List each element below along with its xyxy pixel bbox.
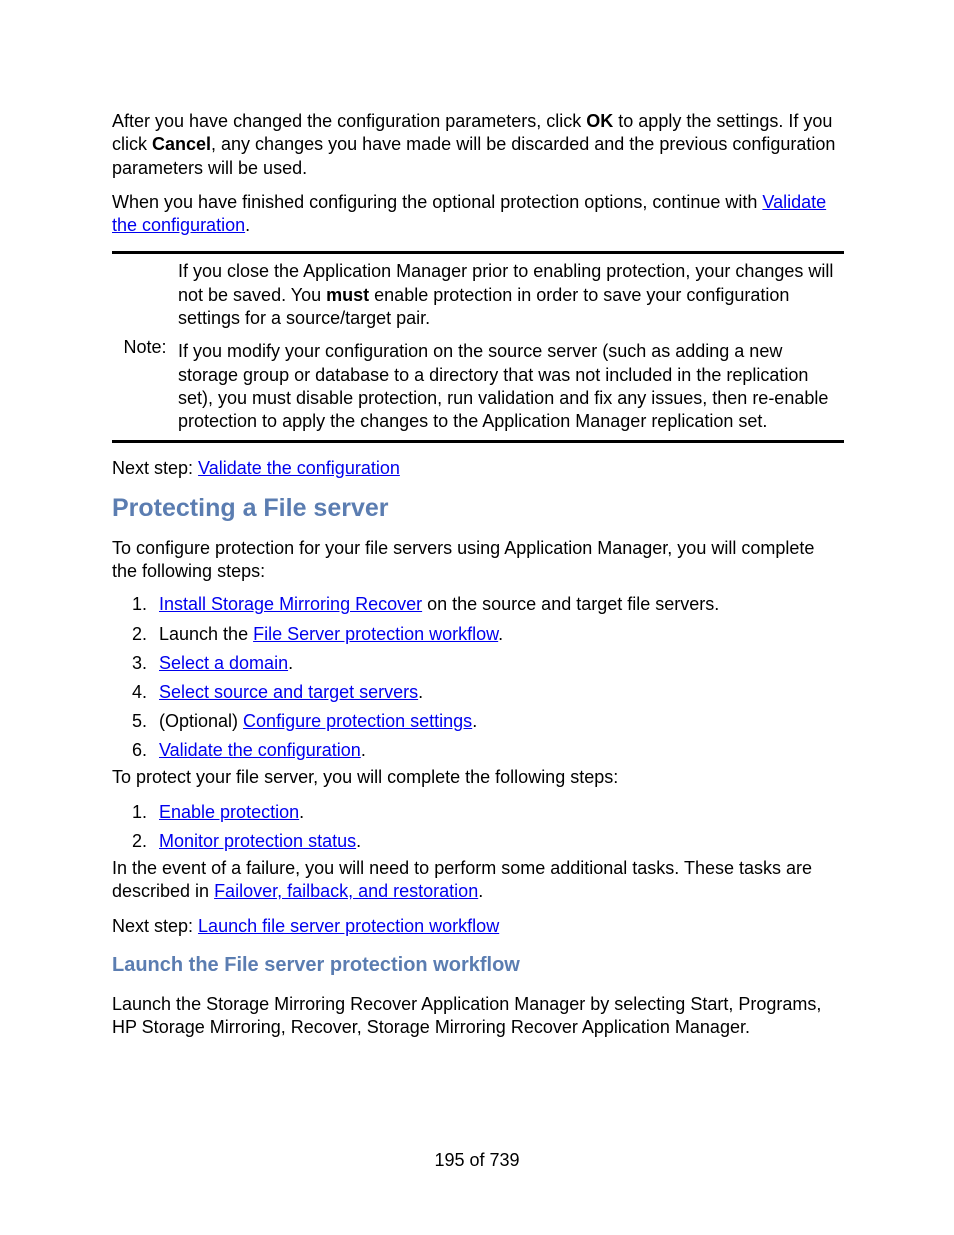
section-title: Protecting a File server	[112, 493, 389, 522]
list-item: 2. Launch the File Server protection workflow.	[132, 623, 504, 644]
workflow-link[interactable]: File Server protection workflow	[253, 623, 499, 644]
next-step-1: Next step: Validate the configuration	[112, 457, 400, 478]
list-item: 3. Select a domain.	[132, 652, 294, 673]
failure-paragraph: In the event of a failure, you will need to perform some additional tasks. These tasks are described in Failover, failback, and restoration.	[112, 857, 813, 902]
list-item: 2. Monitor protection status.	[132, 830, 362, 851]
list-item: 4. Select source and target servers.	[132, 681, 424, 702]
configure-settings-link[interactable]: Configure protection settings	[243, 710, 473, 731]
next-step-2: Next step: Launch file server protection workflow	[112, 915, 500, 936]
page-number: 195 of 739	[434, 1150, 520, 1170]
monitor-status-link[interactable]: Monitor protection status	[159, 830, 357, 851]
subsection-body: Launch the Storage Mirroring Recover Application Manager by selecting Start, Programs, HP Storage Mirroring, Recover, Storage Mirroring Recover Application Manager.	[112, 993, 822, 1038]
next-step-validate-link[interactable]: Validate the configuration	[198, 457, 400, 478]
page-content	[112, 110, 844, 1039]
note-box	[112, 251, 844, 442]
note-body	[178, 260, 844, 433]
validate-config-link[interactable]: Validate the configuration	[112, 191, 827, 236]
note-label: Note:	[123, 336, 167, 357]
launch-workflow-link[interactable]: Launch file server protection workflow	[198, 915, 500, 936]
list-item: 1. Enable protection.	[132, 801, 305, 822]
select-servers-link[interactable]: Select source and target servers	[159, 681, 419, 702]
list-item: 6. Validate the configuration.	[132, 739, 366, 760]
intro-paragraph-1: After you have changed the configuration parameters, click OK to apply the settings. If you click Cancel, any changes you have made will be discarded and the previous configuration parameters will be used.	[112, 111, 836, 178]
protect-intro: To protect your file server, you will complete the following steps:	[112, 767, 619, 788]
list-item: 1. Install Storage Mirroring Recover on the source and target file servers.	[132, 594, 720, 615]
select-domain-link[interactable]: Select a domain	[159, 652, 289, 673]
enable-protection-link[interactable]: Enable protection	[159, 801, 300, 822]
note-paragraph-2: If you modify your configuration on the source server (such as adding a new storage group or database to a directory that was not included in the replication set), you must disable protection, run validation and fix any issues, then re-enable protection to apply the changes to the Application Manager replication set.	[178, 341, 829, 432]
install-link[interactable]: Install Storage Mirroring Recover	[159, 594, 423, 615]
protect-steps-list	[112, 801, 844, 853]
subsection-title: Launch the File server protection workflow	[112, 953, 520, 976]
section-intro: To configure protection for your file servers using Application Manager, you will complete the following steps:	[112, 537, 815, 582]
configure-steps-list	[112, 593, 844, 762]
validate-link[interactable]: Validate the configuration	[159, 739, 361, 760]
list-item: 5. (Optional) Configure protection settings.	[132, 710, 478, 731]
note-paragraph-1: If you close the Application Manager prior to enabling protection, your changes will not be saved. You must enable protection in order to save your configuration settings for a source/target pair.	[178, 261, 834, 329]
intro-paragraph-2: When you have finished configuring the optional protection options, continue with Validate the configuration.	[112, 191, 827, 236]
failover-link[interactable]: Failover, failback, and restoration	[214, 881, 479, 902]
